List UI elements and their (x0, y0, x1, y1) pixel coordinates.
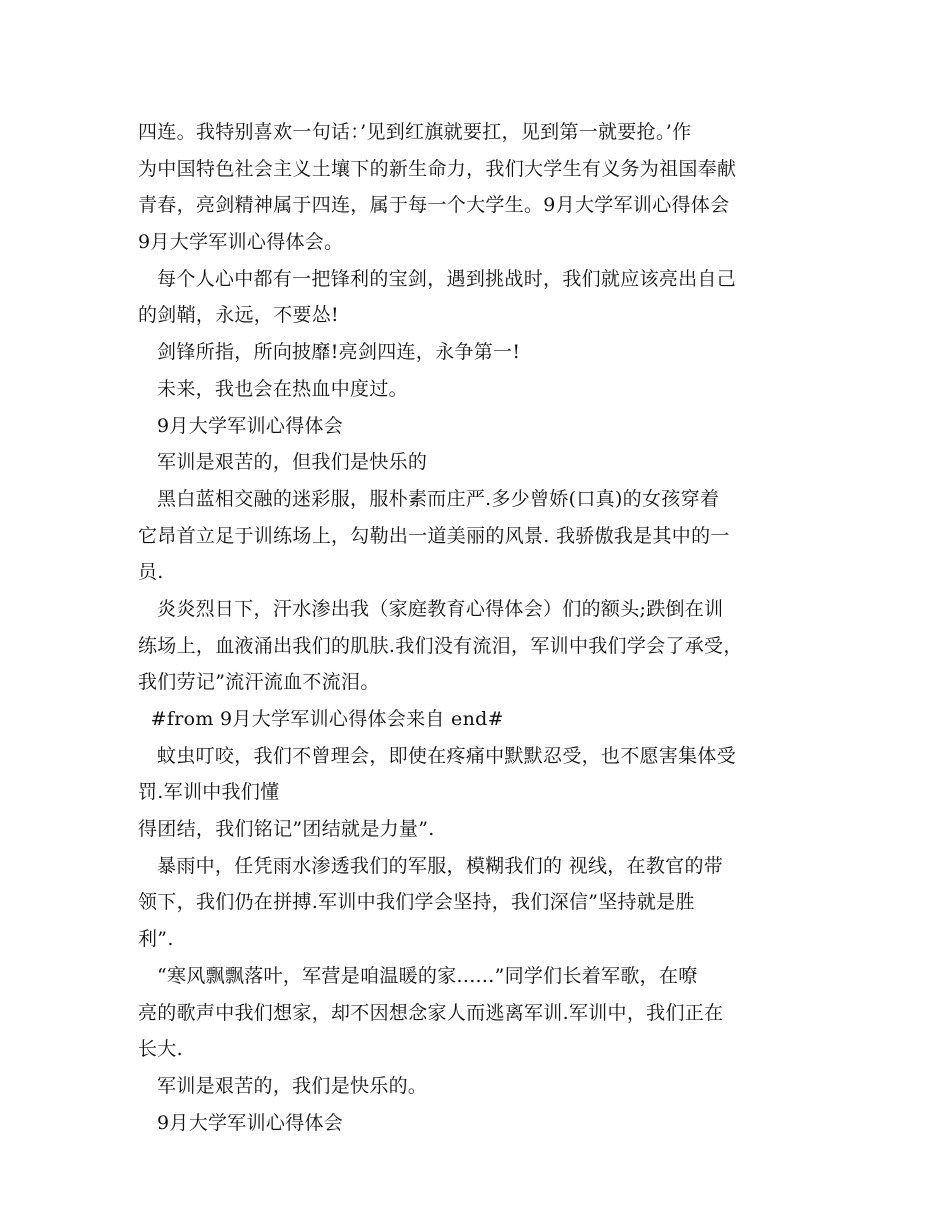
text-line: 利”. (138, 928, 174, 951)
text-line: 罚.军训中我们懂 (138, 781, 280, 804)
text-line: 剑锋所指，所向披靡!亮剑四连，永争第一! (138, 341, 521, 364)
text-line: 黑白蓝相交融的迷彩服，服朴素而庄严.多少曾娇(口真)的女孩穿着 (138, 487, 720, 510)
text-line: 我们劳记”流汗流血不流泪。 (138, 671, 380, 694)
text-line: 9月大学军训心得体会 (138, 414, 344, 437)
text-line: 它昂首立足于训练场上，勾勒出一道美丽的风景. 我骄傲我是其中的一 (138, 524, 730, 547)
text-line: 9月大学军训心得体会。 (138, 231, 344, 254)
text-line: 蚊虫叮咬，我们不曾理会，即使在疼痛中默默忍受，也不愿害集体受 (138, 744, 737, 767)
text-line: 的剑鞘，永远，不要怂! (138, 304, 339, 327)
text-line: 领下，我们仍在拼搏.军训中我们学会坚持，我们深信”坚持就是胜 (138, 891, 695, 914)
text-line: 为中国特色社会主义土壤下的新生命力，我们大学生有义务为祖国奉献 (138, 157, 737, 180)
text-line: #from 9月大学军训心得体会来自 end# (138, 708, 504, 730)
text-line: 四连。我特别喜欢一句话：’见到红旗就要扛，见到第一就要抢。’作 (138, 121, 692, 143)
text-line: 亮的歌声中我们想家，却不因想念家人而逃离军训.军训中，我们正在 (138, 1001, 724, 1024)
text-line: 暴雨中，任凭雨水渗透我们的军服，模糊我们的 视线，在教官的带 (138, 854, 724, 877)
text-line: 军训是艰苦的，我们是快乐的。 (138, 1074, 428, 1097)
text-line: “寒风飘飘落叶，军营是咱温暖的家......”同学们长着军歌，在嘹 (138, 964, 698, 987)
text-line: 每个人心中都有一把锋利的宝剑，遇到挑战时，我们就应该亮出自己 (138, 267, 737, 290)
text-line: 9月大学军训心得体会 (138, 1111, 344, 1134)
text-line: 员. (138, 561, 164, 584)
text-line: 练场上，血液涌出我们的肌肤.我们没有流泪，军训中我们学会了承受， (138, 634, 743, 657)
text-line: 长大. (138, 1038, 183, 1061)
text-line: 未来，我也会在热血中度过。 (138, 377, 408, 400)
text-line: 得团结，我们铭记”团结就是力量”. (138, 818, 435, 841)
document-body (138, 114, 828, 1141)
text-line: 青春，亮剑精神属于四连，属于每一个大学生。9月大学军训心得体会 (138, 194, 730, 217)
text-line: 炎炎烈日下，汗水渗出我（家庭教育心得体会）们的额头;跌倒在训 (138, 597, 724, 620)
text-line: 军训是艰苦的，但我们是快乐的 (138, 451, 428, 474)
